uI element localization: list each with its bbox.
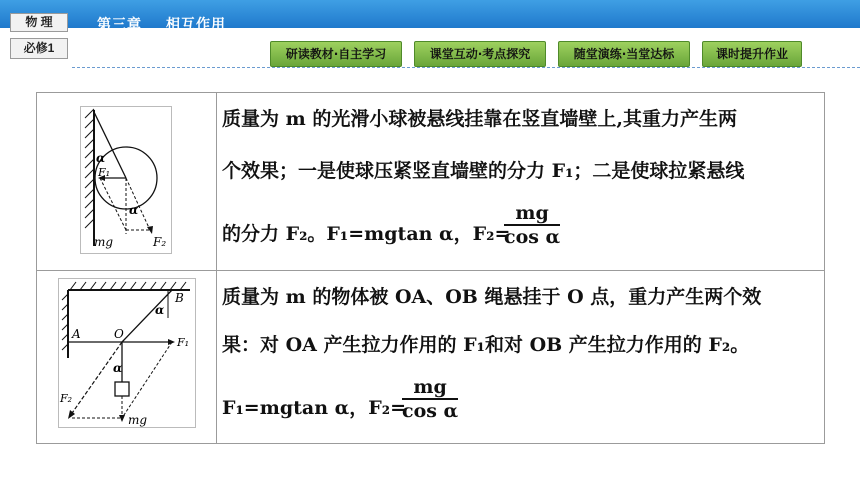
fraction-denominator: cos α (402, 400, 459, 422)
fraction-numerator: mg (504, 202, 560, 226)
text-line: 果：对 OA 产生拉力作用的 F₁和对 OB 产生拉力作用的 F₂。 (222, 334, 750, 356)
nav-study-textbook[interactable]: 研读教材·自主学习 (270, 41, 402, 67)
chapter-heading (97, 14, 250, 34)
wall-hatching (85, 109, 94, 228)
fraction-denominator: cos α (504, 226, 561, 248)
fraction-numerator: mg (402, 376, 458, 400)
text-line: 个效果；一是使球压紧竖直墙壁的分力 F₁；二是使球拉紧悬线 (222, 160, 745, 182)
f1-label: F₁ (98, 166, 111, 179)
parallelogram-line (122, 342, 172, 418)
ceiling-hatching (70, 282, 186, 290)
text-line: 的分力 F₂。F₁=mgtan α，F₂= (222, 223, 511, 245)
mg-label: mg (94, 235, 114, 249)
ball-wall-figure (80, 106, 172, 254)
text-line: 质量为 m 的物体被 OA、OB 绳悬挂于 O 点，重力产生两个效 (222, 286, 762, 308)
point-a-label: A (72, 327, 81, 341)
top-bar (0, 0, 860, 33)
text-line: F₁=mgtan α，F₂= (222, 397, 406, 419)
fraction (402, 376, 458, 422)
alpha-label: α (96, 151, 106, 165)
nav-classroom-interaction[interactable]: 课堂互动·考点探究 (414, 41, 546, 67)
table-column-divider (216, 92, 217, 444)
fraction (504, 202, 560, 248)
f2-arrow (70, 342, 122, 416)
chapter-title: 相互作用 (166, 17, 226, 33)
mg-label: mg (128, 413, 148, 427)
table-row-divider (36, 270, 825, 271)
point-o-label: O (114, 327, 124, 341)
nav-practice[interactable]: 随堂演练·当堂达标 (558, 41, 690, 67)
text-line: 质量为 m 的光滑小球被悬线挂靠在竖直墙壁上,其重力产生两 (222, 108, 737, 130)
weight-block (115, 382, 129, 396)
alpha-label: α (155, 303, 165, 317)
point-b-label: B (175, 291, 184, 305)
f2-label: F₂ (60, 392, 73, 405)
f1-label: F₁ (177, 336, 190, 349)
book-badge: 必修1 (10, 38, 68, 59)
nav-homework[interactable]: 课时提升作业 (702, 41, 802, 67)
f2-label: F₂ (153, 235, 167, 249)
rope-ob (122, 290, 172, 342)
chapter-label: 第三章 (97, 17, 142, 33)
alpha-label: α (113, 361, 123, 375)
alpha-label: α (129, 203, 139, 217)
subject-badge: 物 理 (10, 13, 68, 32)
header-divider (72, 67, 860, 68)
parallelogram-line (100, 178, 126, 230)
hanging-weight-figure (58, 278, 196, 428)
